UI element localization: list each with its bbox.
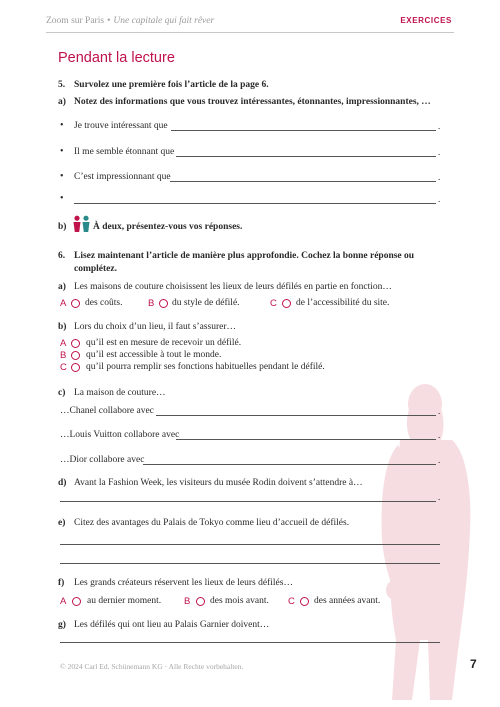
option-checkbox[interactable] — [71, 299, 80, 308]
option-letter: B — [148, 298, 155, 309]
q6f-label: f) — [58, 578, 65, 588]
q5a-label: a) — [58, 97, 66, 107]
q6d-question: Avant la Fashion Week, les visiteurs du musée Rodin doivent s’attendre à… — [74, 478, 363, 488]
q6g-label: g) — [58, 620, 66, 630]
copyright-footer: © 2024 Carl Ed. Schünemann KG · Alle Rechte vorbehalten. — [60, 662, 244, 671]
option-checkbox[interactable] — [71, 339, 80, 348]
option-text: au dernier moment. — [87, 596, 162, 606]
option-checkbox[interactable] — [196, 597, 205, 606]
q6c-label: c) — [58, 388, 66, 398]
header-separator: • — [107, 16, 111, 26]
end-dot: . — [438, 430, 441, 440]
q6-instruction-cont: complétez. — [74, 264, 117, 274]
header-subtitle: Une capitale qui fait rêver — [113, 16, 215, 26]
option-text: des mois avant. — [210, 596, 269, 606]
exercices-tag: EXERCICES — [400, 16, 452, 25]
header-rule — [46, 32, 454, 33]
q6e-label: e) — [58, 518, 66, 528]
q5b-instruction: À deux, présentez-vous vos réponses. — [93, 222, 243, 232]
option-text: qu’il pourra remplir ses fonctions habituelles pendant le défilé. — [86, 362, 325, 372]
q5-prompt: Je trouve intéressant que — [74, 121, 168, 131]
answer-line[interactable] — [60, 642, 440, 643]
answer-line[interactable] — [60, 563, 440, 564]
option-letter: A — [60, 298, 67, 309]
answer-line[interactable] — [170, 181, 436, 182]
option-checkbox[interactable] — [71, 351, 80, 360]
option-checkbox[interactable] — [159, 299, 168, 308]
option-text: des années avant. — [314, 596, 381, 606]
bullet: • — [60, 120, 64, 131]
option-letter: C — [288, 596, 295, 607]
q6g-question: Les défilés qui ont lieu au Palais Garnier doivent… — [74, 620, 270, 630]
q6c-prompt: …Louis Vuitton collabore avec — [60, 430, 180, 440]
page-number: 7 — [470, 657, 477, 671]
q6c-question: La maison de couture… — [74, 388, 166, 398]
q5a-instruction: Notez des informations que vous trouvez intéressantes, étonnantes, impressionnantes, … — [74, 97, 431, 107]
bullet: • — [60, 146, 64, 157]
header-section: Zoom sur Paris — [46, 16, 105, 26]
end-dot: . — [438, 172, 441, 182]
q6d-label: d) — [58, 478, 67, 488]
option-letter: A — [60, 596, 67, 607]
q6a-label: a) — [58, 282, 66, 292]
end-dot: . — [438, 194, 441, 204]
option-text: de l’accessibilité du site. — [296, 298, 390, 308]
page-title: Pendant la lecture — [58, 50, 175, 66]
answer-line[interactable] — [60, 501, 436, 502]
option-text: des coûts. — [85, 298, 123, 308]
end-dot: . — [438, 455, 441, 465]
option-text: qu’il est accessible à tout le monde. — [86, 350, 222, 360]
option-letter: C — [270, 298, 277, 309]
option-letter: B — [60, 350, 67, 361]
q6c-prompt: …Dior collabore avec — [60, 455, 145, 465]
bullet: • — [60, 171, 64, 182]
q5-number: 5. — [58, 80, 66, 90]
q6e-question: Citez des avantages du Palais de Tokyo comme lieu d’accueil de défilés. — [74, 518, 350, 528]
q6c-prompt: …Chanel collabore avec — [60, 406, 154, 416]
option-letter: C — [60, 362, 67, 373]
q6f-question: Les grands créateurs réservent les lieux de leurs défilés… — [74, 578, 293, 588]
pair-work-icon — [72, 215, 92, 232]
answer-line[interactable] — [176, 156, 436, 157]
answer-line[interactable] — [171, 130, 436, 131]
bullet: • — [60, 193, 64, 204]
q6b-question: Lors du choix d’un lieu, il faut s’assurer… — [74, 322, 236, 332]
answer-line[interactable] — [176, 439, 436, 440]
option-checkbox[interactable] — [72, 597, 81, 606]
q5-instruction: Survolez une première fois l’article de la page 6. — [74, 80, 269, 90]
answer-line[interactable] — [156, 415, 436, 416]
option-text: qu’il est en mesure de recevoir un défilé. — [86, 338, 242, 348]
option-checkbox[interactable] — [71, 363, 80, 372]
q6b-label: b) — [58, 322, 67, 332]
end-dot: . — [438, 121, 441, 131]
q6-number: 6. — [58, 251, 66, 261]
answer-line[interactable] — [143, 464, 436, 465]
end-dot: . — [438, 147, 441, 157]
option-checkbox[interactable] — [300, 597, 309, 606]
q5b-label: b) — [58, 222, 67, 232]
q6a-question: Les maisons de couture choisissent les lieux de leurs défilés en partie en fonction… — [74, 282, 392, 292]
q5-prompt: C’est impressionnant que — [74, 172, 171, 182]
end-dot: . — [438, 492, 441, 502]
option-checkbox[interactable] — [282, 299, 291, 308]
option-text: du style de défilé. — [172, 298, 240, 308]
running-header — [46, 16, 452, 26]
answer-line[interactable] — [60, 544, 440, 545]
q5-prompt: Il me semble étonnant que — [74, 147, 175, 157]
answer-line[interactable] — [74, 203, 436, 204]
option-letter: B — [184, 596, 191, 607]
option-letter: A — [60, 338, 67, 349]
q6-instruction: Lisez maintenant l’article de manière plus approfondie. Cochez la bonne réponse ou — [74, 251, 415, 261]
end-dot: . — [438, 406, 441, 416]
